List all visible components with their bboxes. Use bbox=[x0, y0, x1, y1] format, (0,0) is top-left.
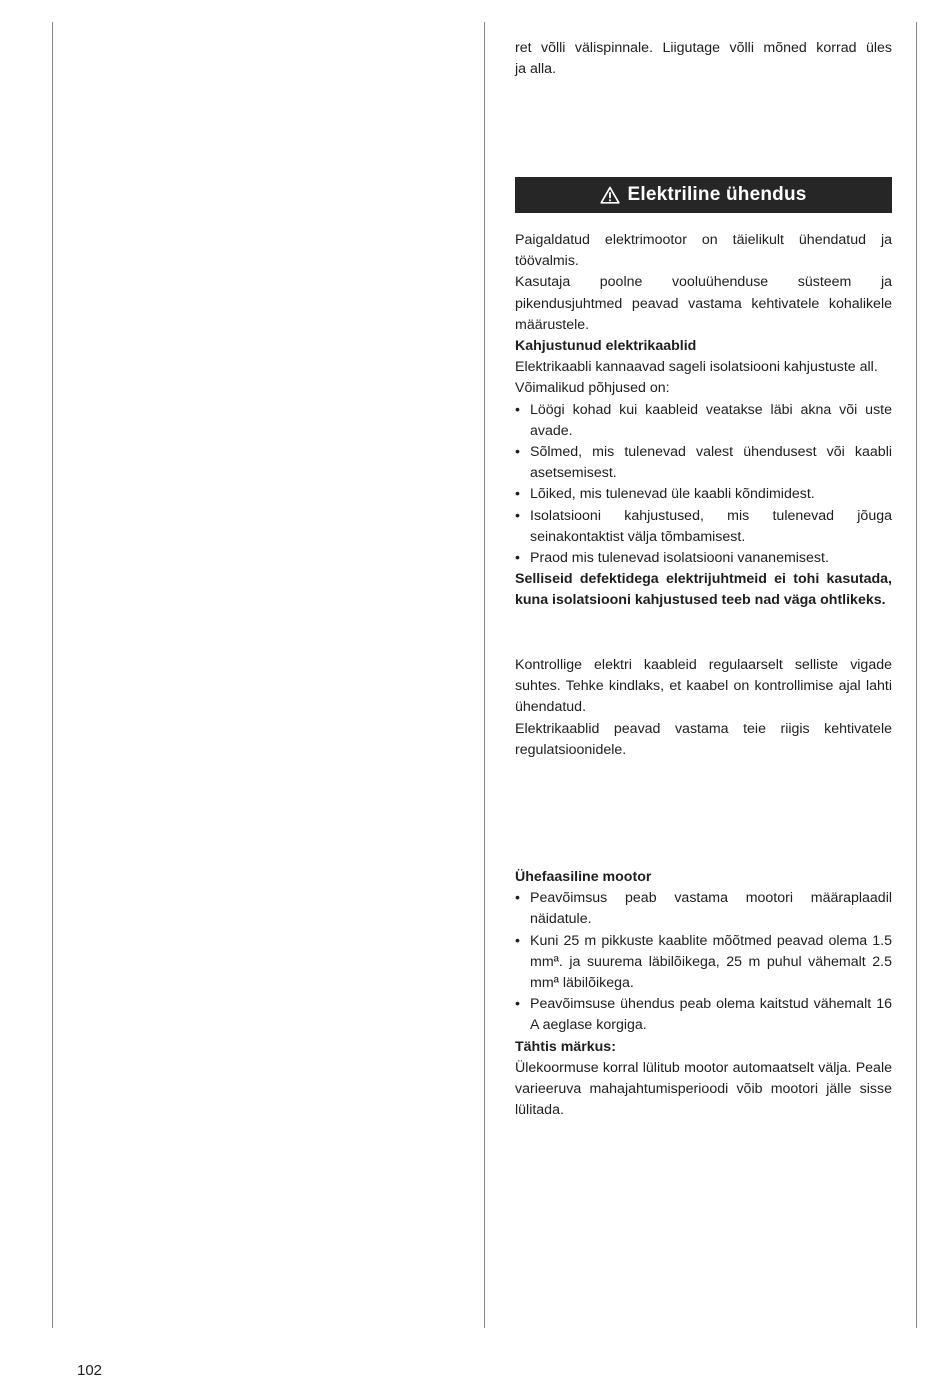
list-item: • Kuni 25 m pikkuste kaablite mõõtmed peavad olema 1.5 mmª. ja suurema läbilõikega, 25 m puhul vähemalt 2.5 mmª läbilõikega. bbox=[515, 931, 892, 995]
list-item: • Lõiked, mis tulenevad üle kaabli kõndimidest. bbox=[515, 484, 892, 505]
list-item: • Löögi kohad kui kaableid veatakse läbi akna või uste avade. bbox=[515, 400, 892, 442]
important-note-heading: Tähtis märkus: bbox=[515, 1038, 616, 1055]
single-phase-heading: Ühefaasiline mootor bbox=[515, 869, 652, 885]
check-paragraph-2: Elektrikaablid peavad vastama teie riigis kehtivatele regulatsioonidele. bbox=[515, 720, 892, 758]
single-phase-list bbox=[515, 888, 892, 1036]
left-margin-rule bbox=[52, 22, 53, 1328]
section-banner bbox=[515, 177, 892, 213]
important-note-text: Ülekoormuse korral lülitub mootor automaatselt välja. Peale varieeruva mahajahtumisperioodi võib mootori jälle sisse lülitada. bbox=[515, 1059, 892, 1119]
right-margin-rule bbox=[916, 22, 917, 1328]
intro-line-2: ja alla. bbox=[515, 61, 557, 78]
column-divider-rule bbox=[484, 22, 485, 1328]
intro-text bbox=[515, 38, 892, 80]
list-item: • Sõlmed, mis tulenevad valest ühendusest või kaabli asetsemisest. bbox=[515, 442, 892, 484]
list-item: • Peavõimsuse ühendus peab olema kaitstud vähemalt 16 A aeglase korgiga. bbox=[515, 994, 892, 1036]
damaged-warning: Selliseid defektidega elektrijuhtmeid ei tohi kasutada, kuna isolatsiooni kahjustused teeb nad väga ohtlikeks. bbox=[515, 571, 892, 609]
check-section bbox=[515, 655, 892, 761]
list-item: • Isolatsiooni kahjustused, mis tulenevad jõuga seinakontaktist välja tõmbamisest. bbox=[515, 506, 892, 548]
connection-paragraph-1: Paigaldatud elektrimootor on täielikult ühendatud ja töövalmis. bbox=[515, 232, 892, 270]
damage-causes-list bbox=[515, 400, 892, 570]
warning-triangle-icon bbox=[600, 186, 620, 204]
page-number: 102 bbox=[77, 1362, 103, 1379]
single-phase-section bbox=[515, 867, 892, 1121]
intro-line-1: ret võlli välispinnale. Liigutage võlli mõned korrad üles bbox=[515, 40, 892, 56]
connection-paragraph-2: Kasutaja poolne vooluühenduse süsteem ja pikendusjuhtmed peavad vastama kehtivatele kohalikele määrustele. bbox=[515, 274, 892, 333]
damaged-paragraph-2: Võimalikud põhjused on: bbox=[515, 380, 670, 397]
check-paragraph-1: Kontrollige elektri kaableid regulaarselt selliste vigade suhtes. Tehke kindlaks, et kaabel on kontrollimise ajal lahti ühendatud. bbox=[515, 657, 892, 716]
damaged-paragraph-1: Elektrikaabli kannaavad sageli isolatsiooni kahjustuste all. bbox=[515, 359, 878, 376]
list-item: • Peavõimsus peab vastama mootori määraplaadil näidatule. bbox=[515, 888, 892, 930]
damaged-cables-heading: Kahjustunud elektrikaablid bbox=[515, 338, 697, 354]
connection-text bbox=[515, 230, 892, 336]
list-item: • Praod mis tulenevad isolatsiooni vananemisest. bbox=[515, 548, 892, 569]
section-title: Elektriline ühendus bbox=[627, 184, 807, 205]
damaged-cables-section bbox=[515, 336, 892, 612]
